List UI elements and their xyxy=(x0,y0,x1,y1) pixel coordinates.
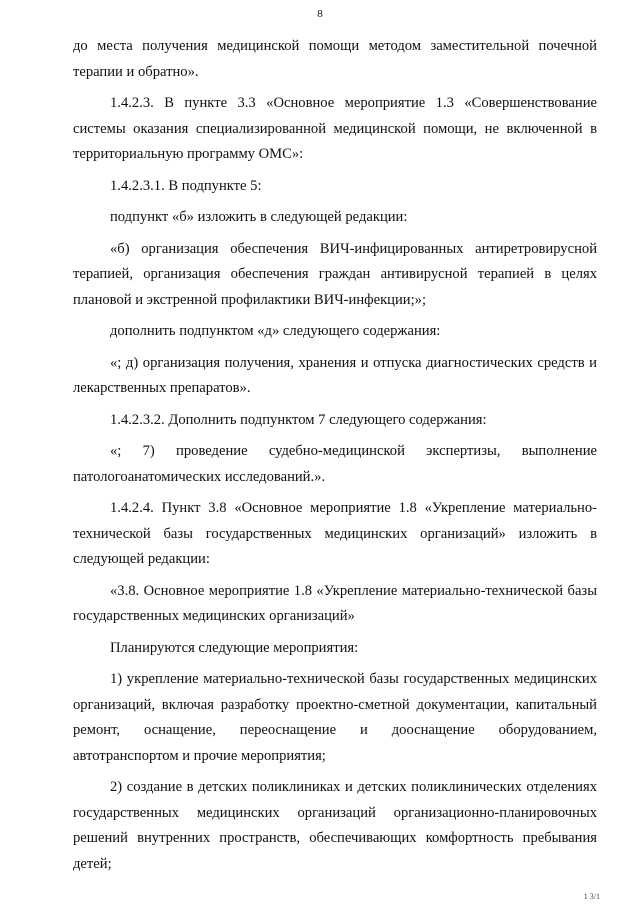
paragraph-subitem-b-instruction: подпункт «б» изложить в следующей редакции: xyxy=(110,209,408,225)
paragraph-continuation: до места получения медицинской помощи методом заместительной почечной терапии и обратно». xyxy=(73,38,597,80)
paragraph-1-4-2-3-2: 1.4.2.3.2. Дополнить подпунктом 7 следующего содержания: xyxy=(110,411,487,428)
paragraph-subitem-d-text: «; д) организация получения, хранения и отпуска диагностических средств и лекарственных препаратов». xyxy=(73,354,597,396)
document-body xyxy=(73,34,597,877)
paragraph-subitem-7-text: «; 7) проведение судебно-медицинской экспертизы, выполнение патологоанатомических исследований.». xyxy=(73,443,597,485)
paragraph-1-4-2-3: 1.4.2.3. В пункте 3.3 «Основное мероприятие 1.3 «Совершенствование системы оказания специализированной медицинской помощи, не включенной в территориальную программу ОМС»: xyxy=(73,95,597,162)
list-item-1: 1) укрепление материально-технической базы государственных медицинских организаций, включая разработку проектно-сметной документации, капитальный ремонт, оснащение, переоснащение и дооснащение оборудованием, автотранспортом и прочие мероприятия; xyxy=(73,671,597,764)
page-number: 8 xyxy=(317,8,323,20)
paragraph-subitem-b-text: «б) организация обеспечения ВИЧ-инфицированных антиретровирусной терапией, организация обеспечения граждан антивирусной терапией в целях плановой и экстренной профилактики ВИЧ-инфекции;»; xyxy=(73,240,597,308)
list-item-2: 2) создание в детских поликлиниках и детских поликлинических отделениях государственных медицинских организаций организационно-планировочных решений внутренних пространств, обеспечивающих комфортность пребывания детей; xyxy=(73,779,597,872)
paragraph-subitem-d-instruction: дополнить подпунктом «д» следующего содержания: xyxy=(110,323,441,339)
paragraph-1-4-2-3-1: 1.4.2.3.1. В подпункте 5: xyxy=(110,177,262,194)
footer-mark: 1 3/1 xyxy=(583,892,600,901)
paragraph-3-8-heading: «3.8. Основное мероприятие 1.8 «Укрепление материально-технической базы государственных медицинских организаций» xyxy=(73,582,597,624)
paragraph-planned-measures: Планируются следующие мероприятия: xyxy=(110,639,359,656)
paragraph-1-4-2-4: 1.4.2.4. Пункт 3.8 «Основное мероприятие 1.8 «Укрепление материально-технической базы государственных медицинских организаций» изложить в следующей редакции: xyxy=(73,500,597,567)
